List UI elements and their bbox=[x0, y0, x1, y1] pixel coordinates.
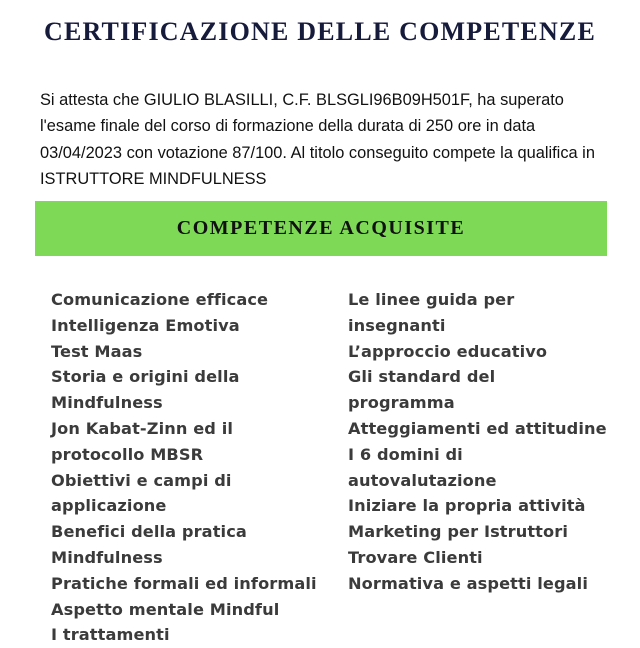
competence-line: I trattamenti bbox=[51, 625, 170, 645]
certification-statement: Si attesta che GIULIO BLASILLI, C.F. BLSGLI96B09H501F, ha superato l'esame finale del corso di formazione della durata di 250 ore in data 03/04/2023 con votazione 87/100. Al titolo conseguito compete la qualifica in ISTRUTTORE MINDFULNESS bbox=[40, 91, 595, 188]
competence-line: Intelligenza Emotiva bbox=[51, 315, 240, 335]
competences-left-column bbox=[51, 287, 331, 648]
competence-line: programma bbox=[348, 393, 455, 413]
competence-line: insegnanti bbox=[348, 315, 446, 335]
competence-line: Pratiche formali ed informali bbox=[51, 573, 317, 593]
competence-line: applicazione bbox=[51, 496, 167, 516]
competence-line: Comunicazione efficace bbox=[51, 290, 269, 309]
competence-line: Obiettivi e campi di bbox=[51, 470, 232, 490]
competence-line: Atteggiamenti ed attitudine bbox=[348, 418, 607, 438]
competence-line: Storia e origini della bbox=[51, 367, 240, 387]
competence-line: Jon Kabat-Zinn ed il bbox=[51, 418, 234, 438]
competence-line: autovalutazione bbox=[348, 470, 497, 490]
competence-line: Mindfulness bbox=[51, 547, 163, 567]
competence-line: Mindfulness bbox=[51, 393, 163, 413]
competence-line: Gli standard del bbox=[348, 367, 496, 387]
competences-right-column bbox=[348, 287, 623, 597]
competence-line: I 6 domini di bbox=[348, 444, 463, 464]
competences-banner bbox=[35, 201, 607, 256]
competence-line: Iniziare la propria attività bbox=[348, 496, 586, 516]
competence-line: Aspetto mentale Mindful bbox=[51, 599, 280, 619]
competence-line: Le linee guida per bbox=[348, 290, 515, 309]
banner-label: COMPETENZE ACQUISITE bbox=[176, 217, 466, 239]
competence-line: Benefici della pratica bbox=[51, 522, 247, 542]
competence-line: Trovare Clienti bbox=[348, 547, 483, 567]
document-title: CERTIFICAZIONE DELLE COMPETENZE bbox=[43, 17, 597, 46]
competence-line: protocollo MBSR bbox=[51, 444, 204, 464]
competence-line: L’approccio educativo bbox=[348, 341, 548, 361]
competence-line: Marketing per Istruttori bbox=[348, 522, 568, 542]
competence-line: Test Maas bbox=[51, 341, 143, 361]
competence-line: Normativa e aspetti legali bbox=[348, 573, 588, 593]
